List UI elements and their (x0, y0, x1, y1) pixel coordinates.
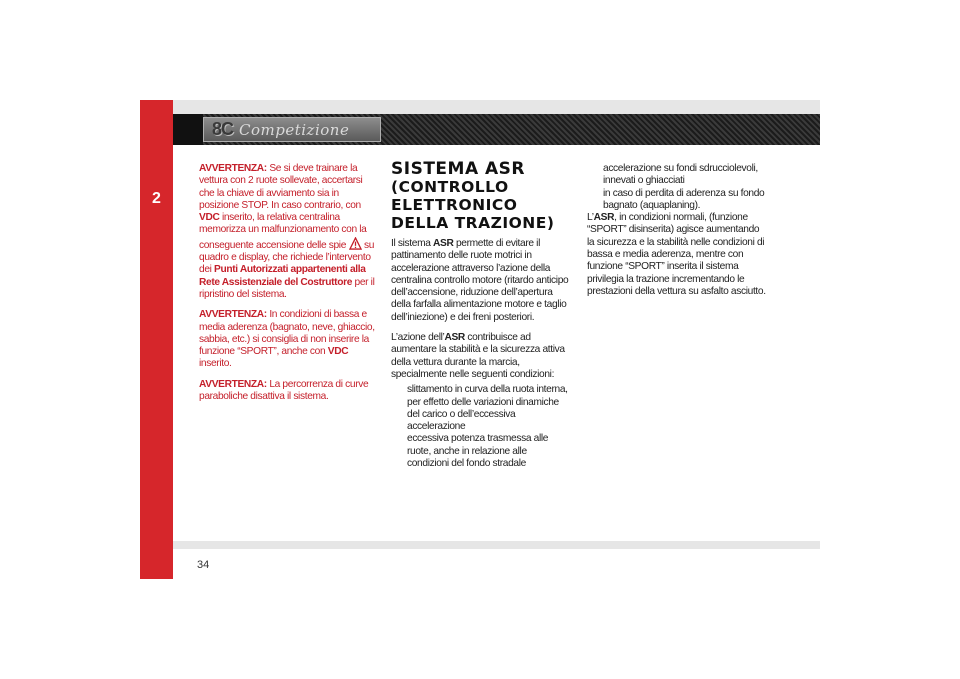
warning-triangle-icon (349, 237, 362, 250)
warning-label: AVVERTENZA: (199, 378, 267, 390)
asr-term: ASR (444, 332, 465, 344)
warning-text: inserito. (199, 358, 232, 370)
top-band (173, 100, 820, 114)
asr-term: ASR (593, 212, 615, 224)
vdc-term: VDC (199, 212, 220, 224)
warning-label: AVVERTENZA: (199, 163, 267, 174)
warning-paragraph-1 (199, 163, 377, 301)
header-bar (173, 114, 820, 145)
condition-item: accelerazione su fondi sdrucciolevoli, innevati o ghiacciati (603, 163, 758, 187)
body-text: permette di evitare il pattinamento delle ruote motrici in accelerazione attraverso l’azione della centralina controllo motore (ritardo anticipo dell’accensione, riduzione dell’apertura della farfalla alimentazione motore e taglio dell’iniezione) e dei freni posteriori. (391, 238, 569, 323)
vdc-term: VDC (327, 346, 349, 358)
chapter-tab (140, 100, 173, 579)
section-title (391, 160, 569, 232)
section-title-sub: (CONTROLLO ELETTRONICO DELLA TRAZIONE) (391, 178, 555, 232)
warning-text: In condizioni di bassa e media aderenza (bagnato, neve, ghiaccio, sabbia, etc.) si consiglia di non inserire la funzione “SPORT”, anche con (199, 309, 375, 358)
asr-term: ASR (433, 238, 454, 249)
asr-action-paragraph (391, 332, 569, 381)
page-number: 34 (197, 559, 210, 571)
condition-item: in caso di perdita di aderenza su fondo bagnato (aquaplaning). (603, 187, 765, 211)
brand-logo (203, 117, 381, 142)
asr-intro-paragraph (391, 238, 569, 324)
logo-bc: 8C (212, 119, 234, 139)
asr-sport-paragraph (587, 212, 767, 298)
warning-text: per il ripristino del sistema. (199, 276, 375, 300)
body-text: L’azione dell’ (391, 332, 445, 344)
warning-paragraph-3 (199, 379, 377, 404)
condition-item: eccessiva potenza trasmessa alle ruote, anche in relazione alle condizioni del fondo stradale (407, 433, 549, 470)
warning-paragraph-2 (199, 309, 377, 370)
body-text: , in condizioni normali, (funzione “SPORT” disinserita) agisce aumentando la sicurezza e la stabilità nelle condizioni di bassa e media aderenza, mentre con funzione “SPORT” inserita il sistema privilegia la trazione incrementando le prestazioni della vettura su asfalto asciutto. (587, 212, 766, 297)
body-text: contribuisce ad aumentare la stabilità e la sicurezza attiva della vettura durante la marcia, specialmente nelle seguenti condizioni: (391, 332, 565, 380)
service-network-term: Punti Autorizzati appartenenti alla Rete Assistenziale del Costruttore (199, 264, 366, 288)
chapter-number: 2 (152, 190, 161, 207)
logo-script: Competizione (239, 120, 350, 139)
condition-item: slittamento in curva della ruota interna, per effetto delle variazioni dinamiche del carico o dell’eccessiva accelerazione (407, 384, 568, 433)
body-text: Il sistema (391, 238, 434, 249)
header-left-block (173, 114, 203, 145)
asr-column (391, 159, 569, 478)
bottom-band (173, 541, 820, 549)
warnings-column (199, 163, 377, 411)
section-title-main: SISTEMA ASR (391, 159, 526, 179)
warning-text: su quadro e display, che richiede l’intervento dei (199, 239, 375, 276)
warning-label: AVVERTENZA: (199, 309, 267, 321)
body-text: L’ (587, 212, 594, 224)
asr-continued-column (587, 163, 767, 306)
warning-text: Se si deve trainare la vettura con 2 ruote sollevate, accertarsi che la chiave di avviamento sia in posizione STOP. In caso contrario, con (199, 163, 363, 211)
warning-text: La percorrenza di curve paraboliche disattiva il sistema. (199, 378, 369, 403)
warning-text: inserito, la relativa centralina memorizza un malfunzionamento con la conseguente accensione delle spie (199, 212, 367, 251)
